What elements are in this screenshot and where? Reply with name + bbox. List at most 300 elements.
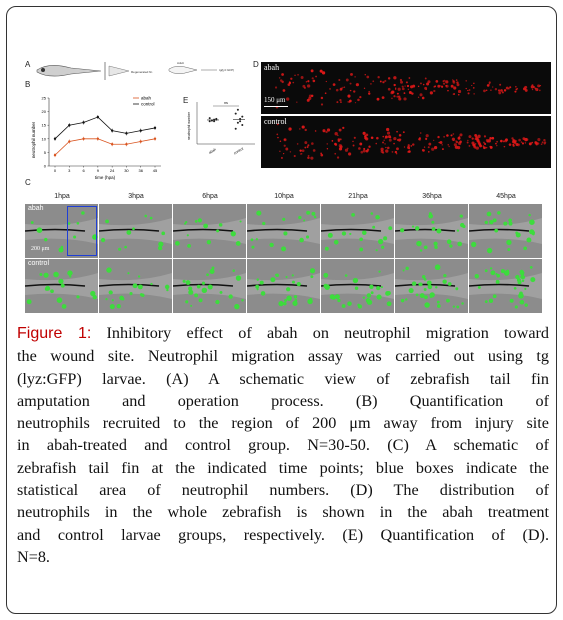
panel-b-legend <box>133 96 155 107</box>
neutrophil-dot <box>390 91 393 94</box>
caption-line-1: Inhibitory effect of abah on neutrophil migration toward <box>91 324 549 342</box>
gfp-neutrophil <box>183 280 186 283</box>
neutrophil-dot <box>476 147 479 150</box>
gfp-neutrophil <box>198 218 202 222</box>
neutrophil-dot <box>437 136 439 138</box>
gfp-neutrophil <box>61 284 65 288</box>
fin-image-cell <box>99 204 172 258</box>
neutrophil-dot <box>537 138 540 141</box>
gfp-neutrophil <box>275 274 279 278</box>
gfp-neutrophil <box>260 281 264 285</box>
gfp-neutrophil <box>416 241 422 247</box>
neutrophil-dot <box>281 81 283 83</box>
neutrophil-dot <box>365 74 366 75</box>
gfp-neutrophil <box>286 276 288 278</box>
gfp-neutrophil <box>220 291 223 294</box>
neutrophil-dot <box>315 130 317 132</box>
neutrophil-dot <box>538 86 539 87</box>
gfp-neutrophil <box>530 277 535 282</box>
neutrophil-dot <box>400 81 403 84</box>
neutrophil-dot <box>355 102 356 103</box>
neutrophil-dot <box>307 99 310 102</box>
gfp-neutrophil <box>428 285 433 290</box>
fin-outline <box>469 273 542 299</box>
neutrophil-dot <box>403 131 405 133</box>
neutrophil-dot <box>382 81 385 84</box>
gfp-neutrophil <box>337 299 340 302</box>
gfp-neutrophil <box>489 299 493 303</box>
gfp-neutrophil <box>424 278 427 281</box>
neutrophil-dot <box>313 149 316 152</box>
gfp-neutrophil <box>524 303 527 306</box>
neutrophil-dot <box>543 139 545 141</box>
fin-icon <box>109 66 129 76</box>
fin-outline <box>247 218 320 244</box>
gfp-neutrophil <box>90 291 95 296</box>
gfp-neutrophil <box>286 295 291 300</box>
gfp-neutrophil <box>262 222 265 225</box>
panel-b-line-chart <box>31 90 171 180</box>
neutrophil-dot <box>443 136 445 138</box>
zebrafish-larva-icon <box>37 65 101 76</box>
neutrophil-dot <box>285 148 288 151</box>
gfp-neutrophil <box>202 282 205 285</box>
gfp-neutrophil <box>449 244 452 247</box>
neutrophil-dot <box>305 129 307 131</box>
neutrophil-dot <box>448 146 449 147</box>
gfp-neutrophil <box>234 304 239 309</box>
gfp-neutrophil <box>292 281 295 284</box>
caption-line-9: neutrophils in the whole zebrafish is shown in the abah treatment <box>17 503 549 522</box>
gfp-neutrophil <box>323 284 328 289</box>
gfp-neutrophil <box>431 221 434 224</box>
gfp-neutrophil <box>331 295 336 300</box>
neutrophil-dot <box>512 144 514 146</box>
caption-line-5: neutrophils recruited to the region of 200 μm away from injury site <box>17 414 549 433</box>
gfp-neutrophil <box>118 248 121 251</box>
neutrophil-dot <box>419 93 422 96</box>
neutrophil-dot <box>535 142 538 145</box>
neutrophil-dot <box>424 87 427 90</box>
fin-image-cell <box>25 259 98 313</box>
gfp-neutrophil <box>251 238 254 241</box>
panel-c-row-abah <box>25 204 553 258</box>
x-tick-label: 9 <box>96 168 99 173</box>
panel-d <box>261 62 551 172</box>
neutrophil-dot <box>442 144 443 145</box>
figure-label: Figure 1: <box>17 325 92 342</box>
gfp-neutrophil <box>166 289 168 291</box>
neutrophil-dot <box>434 146 437 149</box>
neutrophil-dot <box>500 140 503 143</box>
gfp-neutrophil <box>412 226 414 228</box>
neutrophil-dot <box>504 146 506 148</box>
scatter-point-abah <box>209 117 211 119</box>
gfp-neutrophil <box>110 304 115 309</box>
gfp-neutrophil <box>359 248 363 252</box>
gfp-neutrophil <box>369 285 373 289</box>
gfp-neutrophil <box>349 233 351 235</box>
gfp-neutrophil <box>188 290 193 295</box>
panel-d-abah-image <box>261 62 551 114</box>
neutrophil-dot <box>502 91 504 93</box>
x-tick-label: 0 <box>53 168 57 173</box>
neutrophil-dot <box>522 142 524 144</box>
neutrophil-dot <box>395 89 396 90</box>
gfp-neutrophil <box>378 271 380 273</box>
data-point-abah <box>68 140 70 142</box>
neutrophil-dot <box>325 131 327 133</box>
gfp-neutrophil <box>347 301 352 306</box>
gfp-neutrophil <box>358 304 362 308</box>
gfp-neutrophil <box>433 242 437 246</box>
gfp-neutrophil <box>202 288 207 293</box>
panel-b-ylabel: neutrophil number <box>31 121 36 159</box>
data-point-control <box>97 116 99 118</box>
neutrophil-dot <box>311 95 313 97</box>
neutrophil-dot <box>458 137 461 140</box>
neutrophil-dot <box>377 98 380 101</box>
gfp-neutrophil <box>240 221 242 223</box>
gfp-neutrophil <box>67 270 72 275</box>
caption-line-10: and control larvae groups, respectively. (E) Quantification of (D). <box>17 525 549 544</box>
gfp-neutrophil <box>117 304 121 308</box>
neutrophil-dot <box>451 85 454 88</box>
neutrophil-dot <box>385 149 388 152</box>
gfp-neutrophil <box>323 273 328 278</box>
neutrophil-dot <box>275 86 277 88</box>
gfp-neutrophil <box>376 294 381 299</box>
x-tick-label: 6 <box>82 168 85 173</box>
gfp-neutrophil <box>195 220 198 223</box>
gfp-neutrophil <box>424 302 430 308</box>
gfp-neutrophil <box>528 214 530 216</box>
gfp-neutrophil <box>261 291 266 296</box>
gfp-neutrophil <box>255 285 259 289</box>
gfp-neutrophil <box>187 234 189 236</box>
gfp-neutrophil <box>381 286 383 288</box>
panel-e-cat-abah: abah <box>208 147 217 155</box>
neutrophil-dot <box>469 145 471 147</box>
neutrophil-dot <box>395 151 397 153</box>
x-tick-label: 3 <box>68 168 71 173</box>
neutrophil-dot <box>483 146 486 149</box>
data-point-abah <box>125 143 127 145</box>
caption-line-6: in abah-treated and control group. N=30-50. (C) A schematic of <box>17 436 549 455</box>
gfp-neutrophil <box>310 300 313 303</box>
gfp-neutrophil <box>299 238 304 243</box>
neutrophil-dot <box>495 88 497 90</box>
neutrophil-dot <box>367 148 369 150</box>
neutrophil-dot <box>411 92 413 94</box>
neutrophil-dot <box>393 137 396 140</box>
neutrophil-dot <box>503 140 505 142</box>
gfp-neutrophil <box>231 231 236 236</box>
gfp-neutrophil <box>206 273 209 276</box>
neutrophil-dot <box>281 73 284 76</box>
gfp-neutrophil <box>111 292 113 294</box>
neutrophil-dot <box>468 135 471 138</box>
neutrophil-dot <box>486 89 488 91</box>
panel-d-label-control: control <box>264 117 287 126</box>
gfp-neutrophil <box>526 238 531 243</box>
neutrophil-dot <box>542 141 544 143</box>
gfp-neutrophil <box>294 299 297 302</box>
neutrophil-dot <box>297 74 299 76</box>
gfp-neutrophil <box>503 222 507 226</box>
caption-line-3: (lyz:GFP) larvae. (A) A schematic view of zebrafish tail fin <box>17 369 549 388</box>
data-point-abah <box>154 138 156 140</box>
neutrophil-dot <box>302 125 305 128</box>
neutrophil-dot <box>350 90 351 91</box>
neutrophil-dot <box>452 79 453 80</box>
gfp-neutrophil <box>209 269 214 274</box>
gfp-neutrophil <box>215 300 219 304</box>
neutrophil-dot <box>307 157 310 160</box>
gfp-neutrophil <box>241 299 243 301</box>
neutrophil-dot <box>281 157 283 159</box>
neutrophil-dot <box>359 96 361 98</box>
neutrophil-dot <box>458 142 461 145</box>
gfp-neutrophil <box>175 241 180 246</box>
neutrophil-dot <box>290 151 291 152</box>
gfp-neutrophil <box>490 267 492 269</box>
neutrophil-dot <box>384 143 385 144</box>
gfp-neutrophil <box>314 216 317 219</box>
neutrophil-dot <box>382 136 384 138</box>
neutrophil-dot <box>350 73 353 76</box>
legend-abah: abah <box>141 95 152 101</box>
neutrophil-dot <box>377 76 379 78</box>
gfp-neutrophil <box>409 288 414 293</box>
neutrophil-dot <box>386 128 389 131</box>
gfp-neutrophil <box>518 293 524 299</box>
gfp-neutrophil <box>306 211 310 215</box>
neutrophil-dot <box>399 134 402 137</box>
neutrophil-dot <box>402 87 405 90</box>
gfp-neutrophil <box>44 238 47 241</box>
y-tick-label: 25 <box>41 95 46 101</box>
neutrophil-dot <box>366 76 369 79</box>
neutrophil-dot <box>465 88 466 89</box>
neutrophil-dot <box>335 144 337 146</box>
neutrophil-dot <box>332 140 334 142</box>
scatter-point-abah <box>209 120 211 122</box>
gfp-neutrophil <box>429 212 432 215</box>
neutrophil-dot <box>393 84 395 86</box>
neutrophil-dot <box>500 89 503 92</box>
neutrophil-dot <box>524 138 527 141</box>
neutrophil-dot <box>311 69 314 72</box>
neutrophil-dot <box>511 137 513 139</box>
neutrophil-dot <box>320 153 322 155</box>
fin-image-cell <box>25 204 98 258</box>
gfp-neutrophil <box>269 243 273 247</box>
gfp-neutrophil <box>127 272 129 274</box>
neutrophil-dot <box>438 142 439 143</box>
neutrophil-dot <box>422 149 423 150</box>
gfp-neutrophil <box>509 222 513 226</box>
gfp-neutrophil <box>216 229 219 232</box>
neutrophil-dot <box>532 89 533 90</box>
neutrophil-dot <box>453 81 456 84</box>
gfp-neutrophil <box>310 268 315 273</box>
neutrophil-dot <box>350 83 352 85</box>
gfp-neutrophil <box>43 273 48 278</box>
neutrophil-dot <box>338 140 340 142</box>
gfp-neutrophil <box>283 231 287 235</box>
neutrophil-dot <box>276 134 278 136</box>
neutrophil-dot <box>392 151 394 153</box>
neutrophil-dot <box>360 151 363 154</box>
gfp-neutrophil <box>460 223 464 227</box>
neutrophil-dot <box>404 92 406 94</box>
neutrophil-dot <box>447 90 449 92</box>
neutrophil-dot <box>489 146 491 148</box>
neutrophil-dot <box>398 97 401 100</box>
neutrophil-dot <box>322 129 325 132</box>
gfp-neutrophil <box>282 218 285 221</box>
gfp-neutrophil <box>306 235 309 238</box>
neutrophil-dot <box>539 89 541 91</box>
neutrophil-dot <box>506 87 509 90</box>
gfp-neutrophil <box>278 301 283 306</box>
gfp-neutrophil <box>345 274 348 277</box>
neutrophil-dot <box>277 137 278 138</box>
gfp-neutrophil <box>377 216 379 218</box>
statistical-area-box <box>67 206 97 256</box>
neutrophil-dot <box>473 93 474 94</box>
tp-7: 45hpa <box>496 193 516 200</box>
neutrophil-dot <box>472 137 474 139</box>
neutrophil-dot <box>364 88 365 89</box>
neutrophil-dot <box>354 137 356 139</box>
neutrophil-dot <box>289 81 291 83</box>
neutrophil-dot <box>479 144 482 147</box>
gfp-neutrophil <box>138 284 143 289</box>
gfp-neutrophil <box>485 300 488 303</box>
panel-letter-e: E <box>183 96 189 105</box>
neutrophil-dot <box>457 146 460 149</box>
neutrophil-dot <box>398 138 401 141</box>
caption-line-11: N=8. <box>17 547 50 566</box>
gfp-neutrophil <box>328 233 333 238</box>
gfp-neutrophil <box>522 276 525 279</box>
neutrophil-dot <box>370 83 371 84</box>
neutrophil-dot <box>315 76 317 78</box>
panel-a-label-left: Regenerated fin <box>131 70 153 74</box>
neutrophil-dot <box>525 142 526 143</box>
neutrophil-dot <box>387 147 390 150</box>
gfp-neutrophil <box>485 269 488 272</box>
scatter-point-control <box>241 124 243 126</box>
neutrophil-dot <box>418 138 420 140</box>
neutrophil-dot <box>292 82 294 84</box>
fin-image-cell <box>99 259 172 313</box>
gfp-neutrophil <box>453 305 455 307</box>
neutrophil-dot <box>426 139 427 140</box>
gfp-neutrophil <box>50 289 54 293</box>
gfp-neutrophil <box>187 244 191 248</box>
neutrophil-dot <box>283 89 286 92</box>
neutrophil-dot <box>443 83 445 85</box>
neutrophil-dot <box>326 81 327 82</box>
gfp-neutrophil <box>506 240 511 245</box>
neutrophil-dot <box>348 152 351 155</box>
neutrophil-dot <box>320 70 323 73</box>
neutrophil-dot <box>307 80 309 82</box>
panel-c-row-label: control <box>28 260 50 267</box>
gfp-neutrophil <box>457 229 459 231</box>
gfp-neutrophil <box>31 221 34 224</box>
neutrophil-dot <box>492 86 493 87</box>
scatter-point-control <box>235 113 237 115</box>
panel-b-xlabel: time (hpa) <box>94 175 116 180</box>
gfp-neutrophil <box>487 212 492 217</box>
neutrophil-dot <box>498 89 500 91</box>
neutrophil-dot <box>454 143 457 146</box>
neutrophil-dot <box>509 143 512 146</box>
gfp-neutrophil <box>415 226 419 230</box>
neutrophil-dot <box>418 86 419 87</box>
neutrophil-dot <box>339 99 341 101</box>
gfp-neutrophil <box>434 246 438 250</box>
gfp-neutrophil <box>420 249 422 251</box>
neutrophil-dot <box>342 127 344 129</box>
gfp-neutrophil <box>256 211 261 216</box>
gfp-neutrophil <box>161 231 165 235</box>
fin-image-cell <box>321 259 394 313</box>
neutrophil-dot <box>443 81 444 82</box>
neutrophil-dot <box>495 143 497 145</box>
gfp-neutrophil <box>37 227 43 233</box>
gfp-neutrophil <box>456 305 459 308</box>
neutrophil-dot <box>393 76 396 79</box>
neutrophil-dot <box>308 155 310 157</box>
neutrophil-dot <box>307 84 310 87</box>
neutrophil-dot <box>435 80 438 83</box>
fin-image-cell <box>395 259 468 313</box>
neutrophil-dot <box>342 87 343 88</box>
neutrophil-dot <box>469 89 471 91</box>
gfp-neutrophil <box>443 274 446 277</box>
neutrophil-dot <box>505 138 508 141</box>
neutrophil-dot <box>339 129 342 132</box>
gfp-neutrophil <box>144 215 147 218</box>
gfp-neutrophil <box>292 274 294 276</box>
gfp-neutrophil <box>515 305 518 308</box>
neutrophil-dot <box>412 143 414 145</box>
neutrophil-dot <box>346 79 349 82</box>
gfp-neutrophil <box>523 246 527 250</box>
neutrophil-dot <box>311 142 314 145</box>
gfp-neutrophil <box>460 214 463 217</box>
gfp-neutrophil <box>363 296 365 298</box>
gfp-neutrophil <box>76 295 79 298</box>
neutrophil-dot <box>302 85 305 88</box>
neutrophil-dot <box>312 77 314 79</box>
neutrophil-dot <box>376 137 379 140</box>
gfp-neutrophil <box>461 302 463 304</box>
neutrophil-dot <box>368 92 370 94</box>
gfp-neutrophil <box>517 278 521 282</box>
fin-image-cell <box>247 259 320 313</box>
neutrophil-dot <box>280 140 282 142</box>
neutrophil-dot <box>375 143 377 145</box>
neutrophil-dot <box>484 135 486 137</box>
gfp-neutrophil <box>150 217 153 220</box>
neutrophil-dot <box>382 96 385 99</box>
